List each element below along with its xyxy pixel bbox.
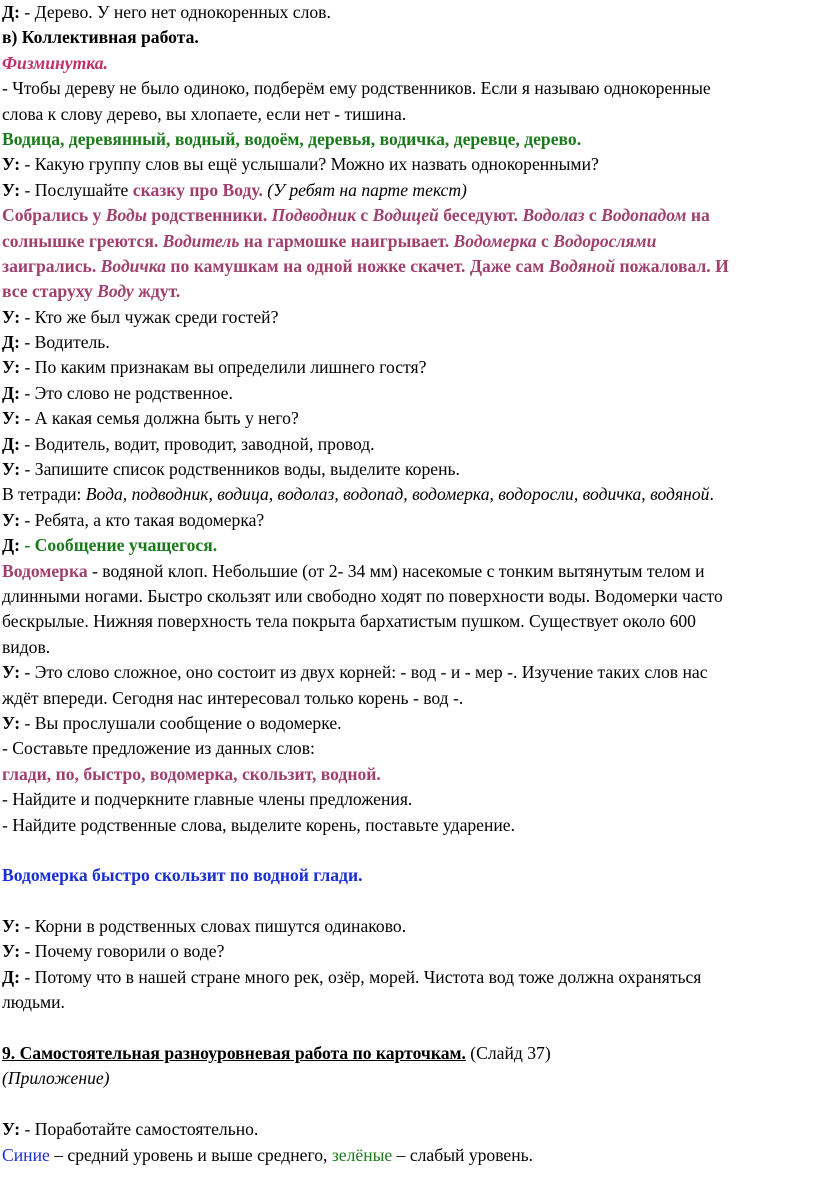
- section-title: 9. Самостоятельная разноуровневая работа по карточкам.: [2, 1043, 466, 1064]
- fairy-tale-line-1: [2, 203, 816, 228]
- text-run-italic: Воду: [97, 281, 134, 302]
- text-run-italic: Водолаз: [522, 205, 585, 226]
- line-text: - Послушайте: [20, 179, 133, 200]
- levels-line: [2, 1143, 816, 1168]
- line-text: - Поработайте самостоятельно.: [20, 1119, 259, 1140]
- text-run-italic: Водицей: [372, 205, 439, 226]
- text-run: на гармошке наигрывает.: [239, 230, 454, 251]
- speaker: Д:: [2, 382, 20, 403]
- line-38: людьми.: [2, 992, 65, 1013]
- level-green: зелёные: [331, 1144, 393, 1165]
- spacer: [2, 1016, 816, 1041]
- line-30: - Составьте предложение из данных слов:: [2, 738, 315, 759]
- fairy-tale-line-3: [2, 254, 816, 279]
- line-22: [2, 533, 816, 558]
- report-line-1: [2, 559, 816, 584]
- speaker: У:: [2, 662, 21, 683]
- appendix-note: (Приложение): [2, 1068, 110, 1089]
- speaker: У:: [2, 357, 21, 378]
- line-text: - Корни в родственных словах пишутся одинаково.: [20, 916, 407, 937]
- text-run: родственники.: [147, 205, 272, 226]
- line-text: - Какую группу слов вы ещё услышали? Можно их назвать однокоренными?: [20, 154, 599, 175]
- text-run: солнышке греются.: [2, 230, 163, 251]
- speaker: У:: [2, 941, 21, 962]
- speaker: У:: [2, 306, 21, 327]
- line-text: - Водитель, водит, проводит, заводной, провод.: [19, 433, 375, 454]
- text-run: все старуху: [2, 281, 98, 302]
- text-run-italic: Водопадом: [601, 205, 687, 226]
- line-15: [2, 355, 816, 380]
- line-33: - Найдите родственные слова, выделите корень, поставьте ударение.: [2, 814, 516, 835]
- line-text: - А какая семья должна быть у него?: [20, 408, 299, 429]
- text-run-italic: Подводник: [271, 205, 356, 226]
- student-report-label: - Сообщение учащегося.: [19, 535, 218, 556]
- line-text: - Почему говорили о воде?: [20, 941, 225, 962]
- text-run: на: [686, 205, 710, 226]
- line-8: [2, 178, 816, 203]
- text-run: заигрались.: [2, 255, 101, 276]
- text-run: с: [356, 205, 373, 226]
- line-28: ждёт впереди. Сегодня нас интересовал только корень - вод -.: [2, 687, 464, 708]
- text-run: пожаловал. И: [615, 255, 729, 276]
- line-text: - Это слово не родственное.: [19, 382, 233, 403]
- line-35: [2, 914, 816, 939]
- report-line-4: видов.: [2, 636, 51, 657]
- text-run-italic: Водорослями: [553, 230, 657, 251]
- fairy-tale-line-4: [2, 279, 816, 304]
- line-text: - По каким признакам вы определили лишнего гостя?: [20, 357, 427, 378]
- spacer: [2, 889, 816, 914]
- report-line-2: длинными ногами. Быстро скользят или свободно ходят по поверхности воды. Водомерки часто: [2, 585, 723, 606]
- section-heading-collective-work: в) Коллективная работа.: [2, 27, 199, 48]
- line-27: [2, 660, 816, 685]
- text-run: – средний уровень и выше среднего,: [49, 1144, 332, 1165]
- speaker: У:: [2, 179, 21, 200]
- line-14: [2, 330, 816, 355]
- line-text: - Водитель.: [19, 332, 110, 353]
- speaker: У:: [2, 154, 21, 175]
- text-run: по камушкам на одной ножке скачет. Даже сам: [165, 255, 549, 276]
- text-run-italic: Водяной: [548, 255, 616, 276]
- line-text: - Запишите список родственников воды, выделите корень.: [20, 459, 460, 480]
- text-run: с: [536, 230, 554, 251]
- text-run-italic: Водитель: [162, 230, 240, 251]
- line-text: - Кто же был чужак среди гостей?: [20, 306, 279, 327]
- speaker: Д:: [2, 966, 20, 987]
- speaker: У:: [2, 1119, 21, 1140]
- line-29: [2, 711, 816, 736]
- term-vodomerka: Водомерка: [2, 560, 88, 581]
- text-run: - водяной клоп. Небольшие (от 2- 34 мм) насекомые с тонким вытянутым телом и: [87, 560, 705, 581]
- line-32: - Найдите и подчеркните главные члены предложения.: [2, 789, 413, 810]
- line-13: [2, 305, 816, 330]
- text-run: с: [584, 205, 602, 226]
- line-19: [2, 457, 816, 482]
- heading-fizminutka: Физминутка.: [2, 52, 108, 73]
- line-7: [2, 152, 816, 177]
- fairy-tale-line-2: [2, 229, 816, 254]
- text-run: Собрались у: [2, 205, 106, 226]
- section-heading-9: [2, 1041, 816, 1066]
- line-text: - Дерево. У него нет однокоренных слов.: [19, 2, 331, 22]
- line-text: - Ребята, а кто такая водомерка?: [20, 509, 265, 530]
- line-16: [2, 381, 816, 406]
- line-41: [2, 1117, 816, 1142]
- spacer: [2, 838, 816, 863]
- text-run: ждут.: [133, 281, 181, 302]
- speaker: У:: [2, 459, 21, 480]
- line-21: [2, 508, 816, 533]
- given-words: глади, по, быстро, водомерка, скользит, водной.: [2, 763, 381, 784]
- line-text: - Вы прослушали сообщение о водомерке.: [20, 712, 342, 733]
- line-17: [2, 406, 816, 431]
- speaker: Д:: [2, 332, 20, 353]
- line-37: [2, 965, 816, 990]
- line-18: [2, 432, 816, 457]
- text-run-italic: Водичка: [100, 255, 166, 276]
- spacer: [2, 1092, 816, 1117]
- notebook-line: [2, 482, 816, 507]
- line-36: [2, 939, 816, 964]
- speaker: Д:: [2, 2, 20, 22]
- speaker: Д:: [2, 433, 20, 454]
- slide-ref: (Слайд 37): [465, 1043, 551, 1064]
- line-4: - Чтобы дереву не было одиноко, подберём ему родственников. Если я называю однокоренные: [2, 78, 711, 99]
- text-run: беседуют.: [438, 205, 523, 226]
- fairy-tale-title: сказку про Воду.: [132, 179, 263, 200]
- speaker: У:: [2, 408, 21, 429]
- notebook-words: Вода, подводник, водица, водолаз, водопад, водомерка, водоросли, водичка, водяной: [85, 484, 710, 505]
- speaker: У:: [2, 509, 21, 530]
- text-run-italic: Воды: [105, 205, 147, 226]
- speaker: У:: [2, 712, 21, 733]
- text-run: .: [709, 484, 714, 505]
- line-text: - Это слово сложное, оно состоит из двух корней: - вод - и - мер -. Изучение таких слов нас: [20, 662, 708, 683]
- text-run-italic: Водомерка: [453, 230, 537, 251]
- text-run: – слабый уровень.: [392, 1144, 534, 1165]
- line-text: - Потому что в нашей стране много рек, озёр, морей. Чистота вод тоже должна охраняться: [19, 966, 702, 987]
- word-list-green: Водица, деревянный, водный, водоём, деревья, водичка, деревце, дерево.: [2, 128, 582, 149]
- report-line-3: бескрылые. Нижняя поверхность тела покрыта бархатистым пушком. Существует около 600: [2, 611, 696, 632]
- speaker: У:: [2, 916, 21, 937]
- text-run: В тетради:: [2, 484, 86, 505]
- speaker: Д:: [2, 535, 20, 556]
- level-blue: Синие: [2, 1144, 50, 1165]
- note-italic: (У ребят на парте текст): [262, 179, 467, 200]
- example-sentence: Водомерка быстро скользит по водной глади.: [2, 865, 363, 886]
- line-1: [2, 0, 816, 25]
- line-5: слова к слову дерево, вы хлопаете, если нет - тишина.: [2, 103, 407, 124]
